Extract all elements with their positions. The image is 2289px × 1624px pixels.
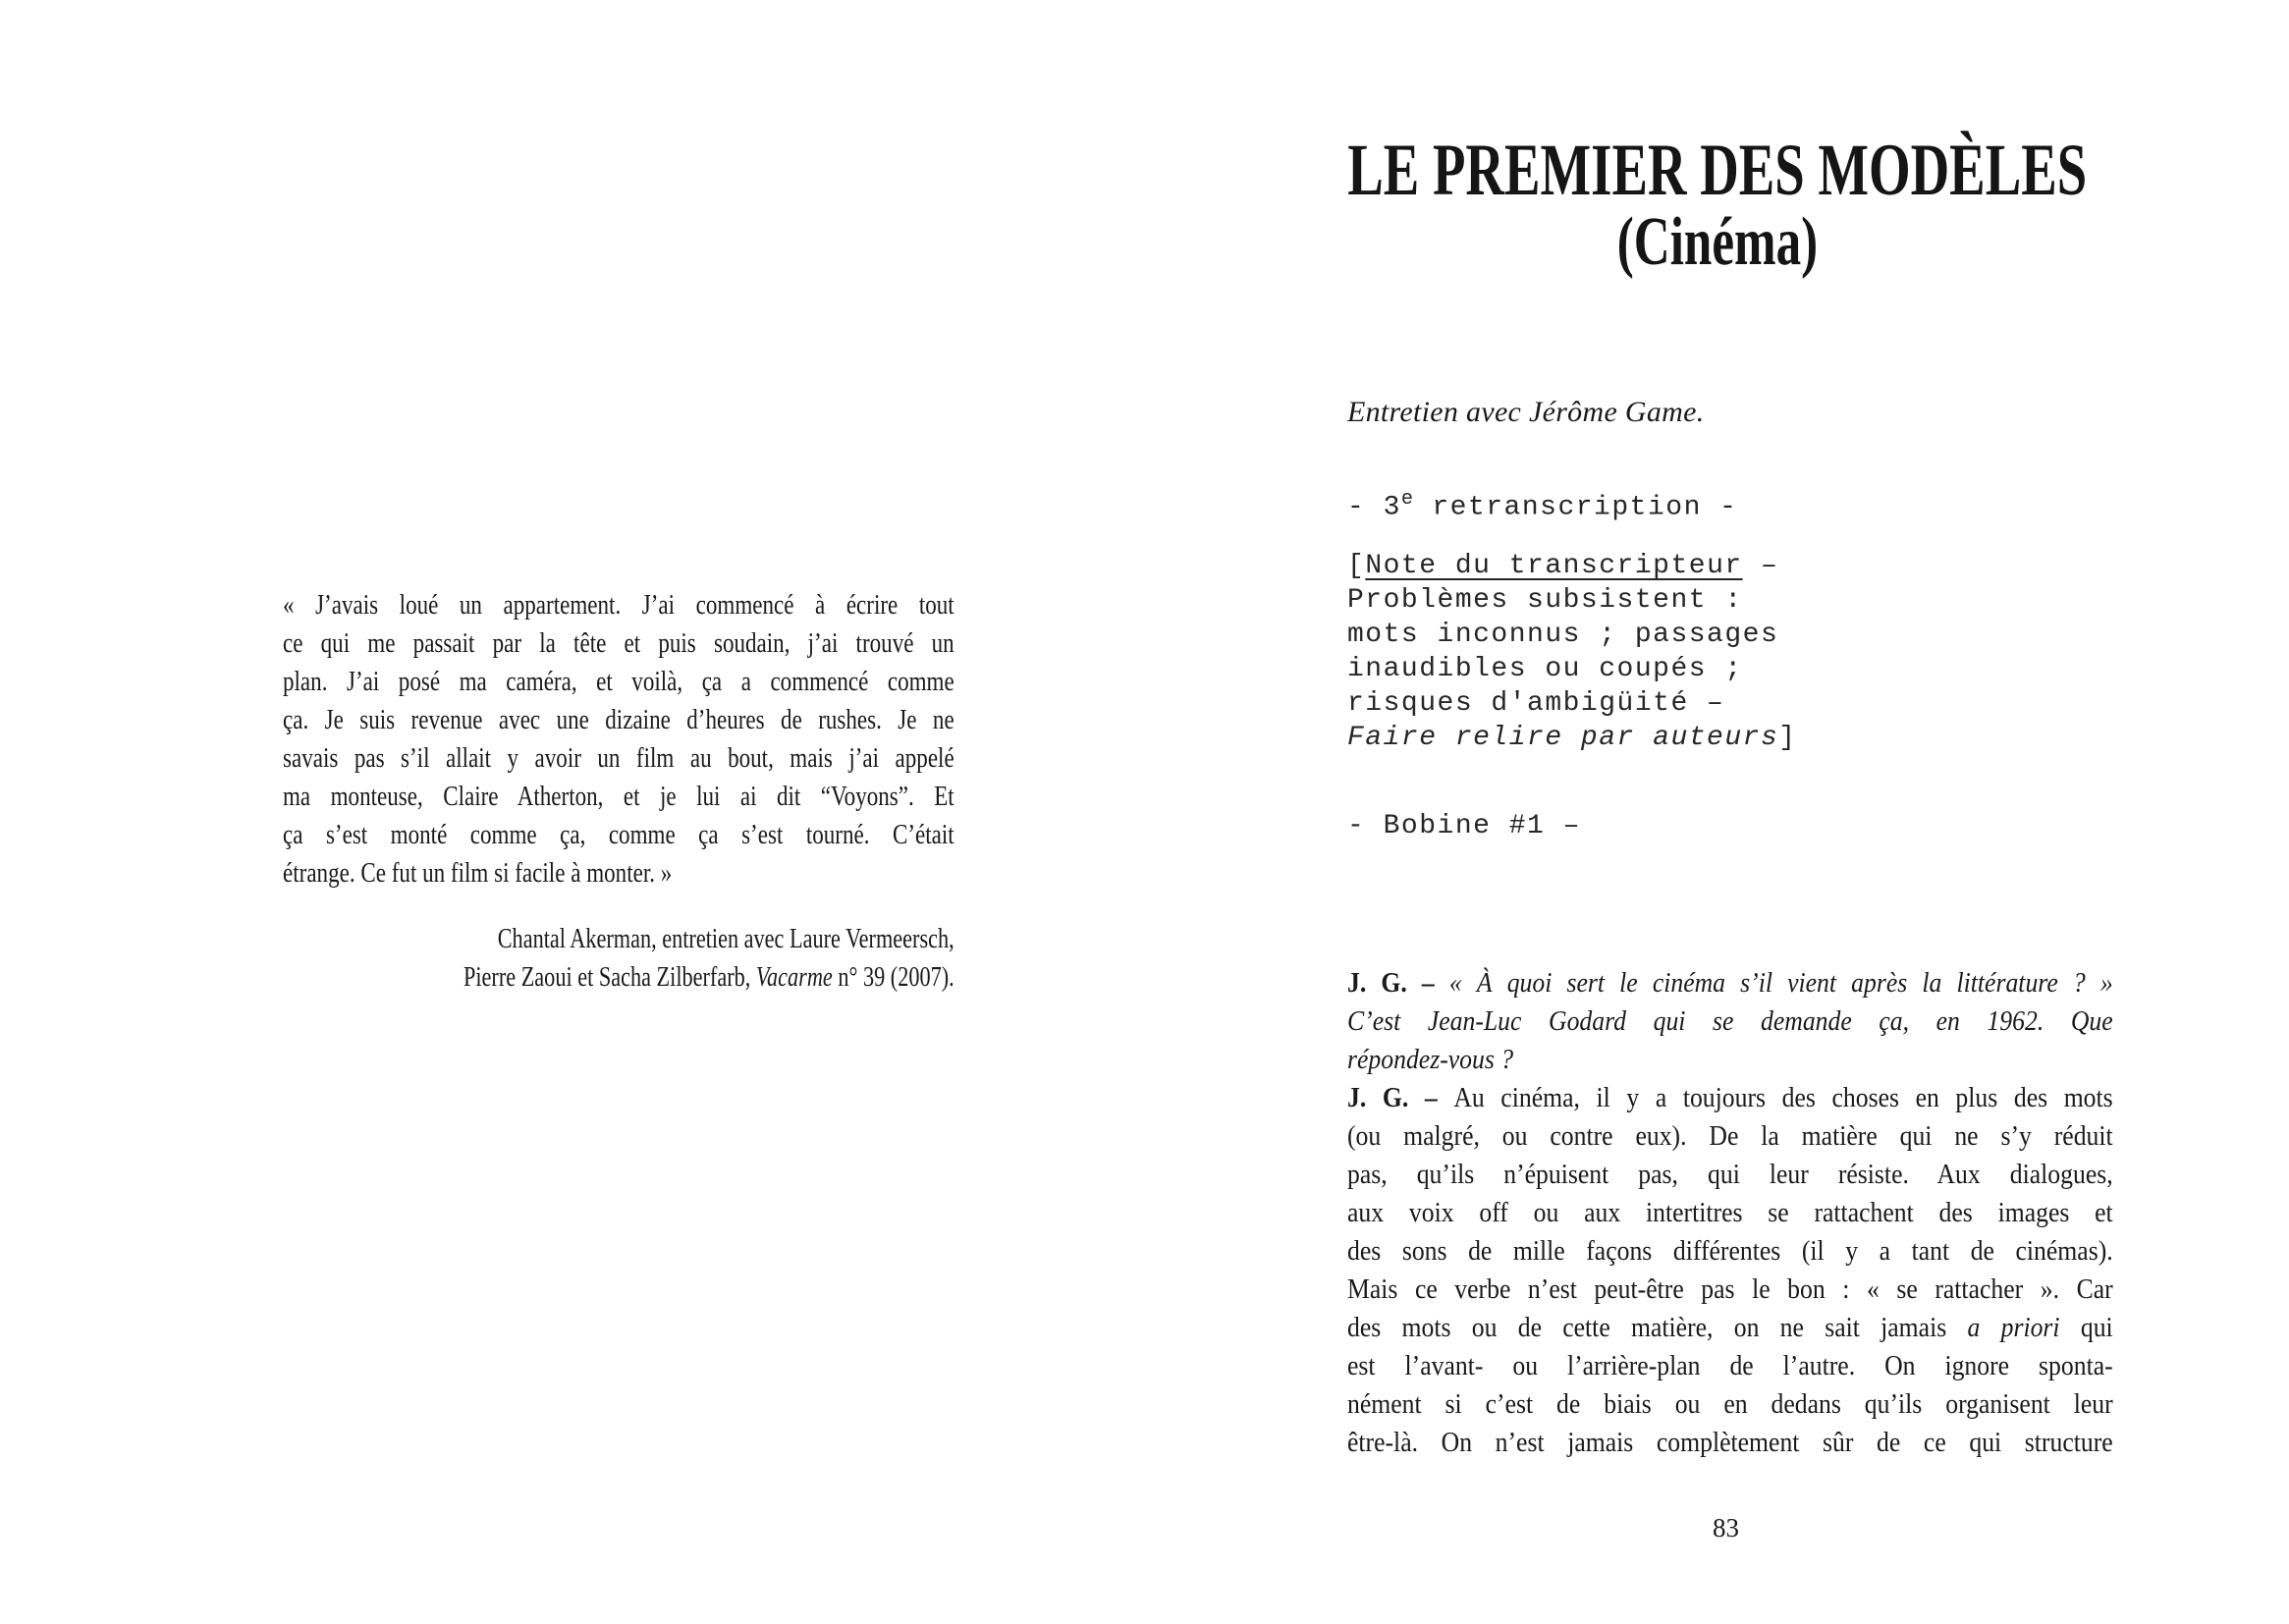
interviewee-answer xyxy=(1347,1079,2113,1462)
chapter-title-line1 xyxy=(1145,130,2289,211)
text-segment: Mais ce verbe n’est peut-être pas le bon : « se rattacher ». Car xyxy=(1347,1273,2113,1305)
text-segment: Chantal Akerman, entretien avec Laure Vermeersch, xyxy=(497,924,954,954)
text-segment: Au cinéma, il y a toujours des choses en plus des mots xyxy=(1453,1082,2113,1113)
text-segment: ce qui me passait par la tête et puis soudain, j’ai trouvé un xyxy=(283,627,954,659)
text-segment: mots inconnus ; passages xyxy=(1347,620,1779,650)
text-segment: J. G. – xyxy=(1347,967,1449,999)
text-segment: Faire relire par auteurs xyxy=(1347,723,1779,753)
text-line xyxy=(1347,964,2113,1002)
text-line xyxy=(1347,1271,2113,1309)
text-line xyxy=(1347,618,1797,652)
text-segment: être-là. On n’est jamais complètement sûr de ce qui structure xyxy=(1347,1427,2113,1458)
text-segment: [ xyxy=(1347,551,1366,581)
text-segment: répondez-vous ? xyxy=(1347,1044,1514,1075)
text-line xyxy=(283,739,954,778)
text-line xyxy=(1347,1117,2113,1156)
text-segment: des mots ou de cette matière, on ne sait jamais xyxy=(1347,1312,1968,1343)
text-segment: « J’avais loué un appartement. J’ai commencé à écrire tout xyxy=(283,589,954,621)
text-line xyxy=(283,663,954,701)
text-line xyxy=(1347,721,1797,755)
text-line xyxy=(1347,482,1737,524)
text-segment: Problèmes subsistent : xyxy=(1347,585,1743,616)
text-line xyxy=(1347,652,1797,686)
text-segment: e xyxy=(1400,488,1415,511)
text-segment: J. G. – xyxy=(1347,1082,1454,1113)
text-line xyxy=(1347,1156,2113,1194)
left-page xyxy=(0,0,1144,1624)
text-segment: étrange. Ce fut un film si facile à monter. » xyxy=(283,857,673,889)
text-segment: Vacarme xyxy=(755,962,833,993)
text-line xyxy=(283,854,954,893)
text-line xyxy=(1347,549,1797,583)
chapter-title-text: LE PREMIER DES MODÈLES xyxy=(1347,130,2087,211)
text-line xyxy=(283,920,954,958)
text-segment: – xyxy=(1742,551,1779,581)
text-segment: « À quoi sert le cinéma s’il vient après la littérature ? » xyxy=(1448,967,2113,999)
text-segment: qui xyxy=(2059,1312,2113,1343)
text-line xyxy=(283,958,954,997)
text-segment: savais pas s’il allait y avoir un film au bout, mais j’ai appelé xyxy=(283,742,954,774)
text-segment: ça s’est monté comme ça, comme ça s’est tourné. C’était xyxy=(283,819,954,850)
text-line xyxy=(1347,1309,2113,1347)
text-line xyxy=(1347,583,1797,618)
chapter-subtitle-text: (Cinéma) xyxy=(1616,204,1818,280)
text-line xyxy=(1347,1424,2113,1462)
chapter-title-line2 xyxy=(1145,204,2289,280)
text-line xyxy=(283,701,954,739)
interview-byline: Entretien avec Jérôme Game. xyxy=(1347,396,1705,428)
text-segment: - 3 xyxy=(1347,492,1401,523)
text-segment: n° 39 (2007). xyxy=(832,962,954,993)
text-segment: plan. J’ai posé ma caméra, et voilà, ça a commencé comme xyxy=(283,666,954,697)
transcriber-note xyxy=(1347,549,1797,755)
text-line xyxy=(283,778,954,816)
text-segment: a priori xyxy=(1967,1312,2060,1343)
text-line xyxy=(1347,1385,2113,1424)
text-line xyxy=(1347,1194,2113,1232)
text-segment: ma monteuse, Claire Atherton, et je lui ai dit “Voyons”. Et xyxy=(283,781,954,812)
text-line xyxy=(1347,1347,2113,1385)
text-segment: est l’avant- ou l’arrière-plan de l’autre. On ignore sponta- xyxy=(1347,1350,2113,1381)
text-segment: C’est Jean-Luc Godard qui se demande ça, en 1962. Que xyxy=(1347,1005,2113,1037)
text-line xyxy=(1347,1232,2113,1271)
quote-attribution xyxy=(283,920,954,997)
text-segment: Note du transcripteur xyxy=(1365,551,1743,581)
text-line xyxy=(283,586,954,624)
text-segment: des sons de mille façons différentes (il y a tant de cinémas). xyxy=(1347,1235,2113,1267)
text-segment: Pierre Zaoui et Sacha Zilberfarb, xyxy=(463,962,756,993)
text-line xyxy=(1347,686,1797,721)
akerman-quote xyxy=(283,586,954,893)
text-segment: risques d'ambigüité – xyxy=(1347,688,1725,719)
right-page xyxy=(1144,0,2289,1624)
page-number: 83 xyxy=(1713,1513,1739,1543)
text-line xyxy=(283,816,954,854)
text-line xyxy=(1347,1079,2113,1117)
text-segment: aux voix off ou aux intertitres se rattachent des images et xyxy=(1347,1197,2113,1228)
text-segment: ] xyxy=(1778,723,1797,753)
bobine-label: - Bobine #1 – xyxy=(1347,811,1581,841)
retranscription-label xyxy=(1347,482,1737,524)
text-segment: pas, qu’ils n’épuisent pas, qui leur résiste. Aux dialogues, xyxy=(1347,1159,2113,1190)
left-text-block xyxy=(283,586,954,997)
text-line xyxy=(1347,1041,2113,1079)
text-line xyxy=(1347,1002,2113,1041)
text-segment: (ou malgré, ou contre eux). De la matière qui ne s’y réduit xyxy=(1347,1120,2113,1152)
text-line xyxy=(283,624,954,663)
text-segment: nément si c’est de biais ou en dedans qu’ils organisent leur xyxy=(1347,1388,2113,1420)
interviewer-question xyxy=(1347,964,2113,1079)
text-segment: retranscription - xyxy=(1414,492,1738,523)
text-segment: ça. Je suis revenue avec une dizaine d’heures de rushes. Je ne xyxy=(283,704,954,735)
text-segment: inaudibles ou coupés ; xyxy=(1347,654,1743,684)
interview-body xyxy=(1347,964,2113,1462)
